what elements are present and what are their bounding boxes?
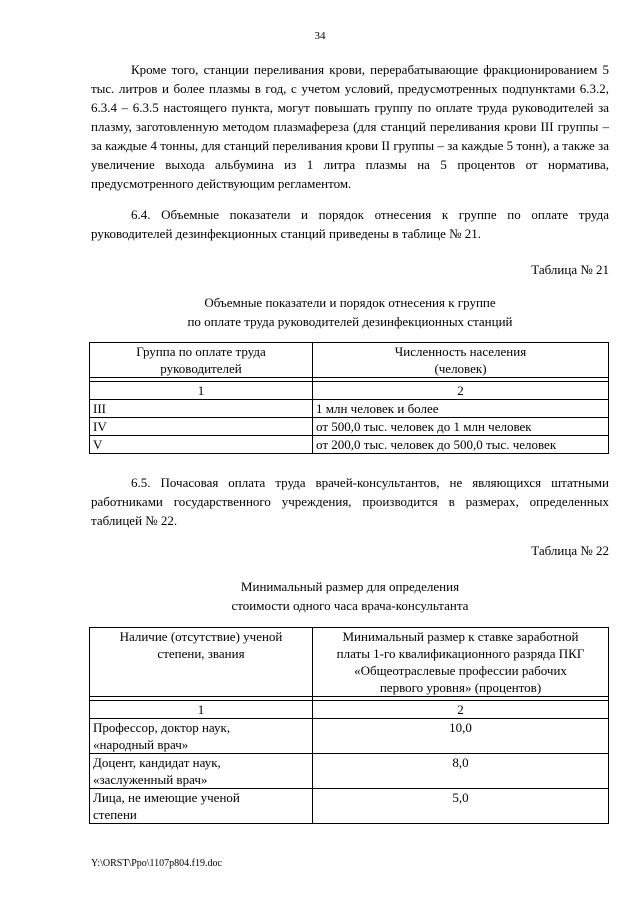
paragraph-plasma: Кроме того, станции переливания крови, перерабатывающие фракционированием 5 тыс. литров и более плазмы в год, с учетом условий, предусмотренных подпунктами 6.3.2, 6.3.4 – 6.3.5 настоящего пункта, могут повышать группу по оплате труда руководителей за плазму, заготовленную методом плазмафереза (для станций переливания крови III группы – за каждые 4 тонны, для станций переливания крови II группы – за каждые 5 тонн), а также за увеличение выхода альбумина из 1 литра плазмы на 5 процентов от норматива, предусмотренного действующим регламентом. — [91, 62, 609, 191]
group-cell: IV — [90, 418, 313, 436]
table-header-row — [90, 628, 609, 697]
table-header-cell — [90, 343, 313, 378]
column-number: 1 — [90, 382, 313, 400]
header-text: руководителей — [160, 361, 242, 376]
table-row — [90, 436, 609, 454]
column-number-row — [90, 382, 609, 400]
percent-cell: 8,0 — [313, 754, 609, 789]
degree-text: Профессор, доктор наук, — [93, 720, 231, 735]
group-cell: V — [90, 436, 313, 454]
header-text: степени, звания — [157, 646, 245, 661]
degree-text: степени — [93, 807, 137, 822]
degree-text: «народный врач» — [93, 737, 189, 752]
percent-cell: 5,0 — [313, 789, 609, 824]
degree-cell — [90, 719, 313, 754]
header-text: Минимальный размер к ставке заработной — [342, 629, 579, 644]
percent-cell: 10,0 — [313, 719, 609, 754]
header-text: Наличие (отсутствие) ученой — [119, 629, 283, 644]
table-21-caption-line1: Объемные показатели и порядок отнесения к группе — [204, 295, 496, 310]
degree-text: «заслуженный врач» — [93, 772, 208, 787]
population-cell: от 200,0 тыс. человек до 500,0 тыс. человек — [313, 436, 609, 454]
table-row — [90, 719, 609, 754]
table-row — [90, 418, 609, 436]
column-number-row — [90, 701, 609, 719]
degree-cell — [90, 789, 313, 824]
table-22-label: Таблица № 22 — [531, 543, 609, 558]
degree-text: Доцент, кандидат наук, — [93, 755, 221, 770]
table-22-caption-line2: стоимости одного часа врача-консультанта — [231, 598, 469, 613]
table-header-cell — [313, 343, 609, 378]
table-row — [90, 754, 609, 789]
paragraph-6-4: 6.4. Объемные показатели и порядок отнесения к группе по оплате труда руководителей дезинфекционных станций приведены в таблице № 21. — [91, 207, 609, 241]
table-21-caption-line2: по оплате труда руководителей дезинфекционных станций — [187, 314, 513, 329]
group-cell: III — [90, 400, 313, 418]
degree-text: Лица, не имеющие ученой — [93, 790, 240, 805]
population-cell: 1 млн человек и более — [313, 400, 609, 418]
header-text: (человек) — [434, 361, 487, 376]
table-row — [90, 400, 609, 418]
table-header-row — [90, 343, 609, 378]
paragraph-6-5: 6.5. Почасовая оплата труда врачей-консультантов, не являющихся штатными работниками государственного учреждения, производится в размерах, определенных таблицей № 22. — [91, 475, 609, 528]
header-text: платы 1-го квалификационного разряда ПКГ — [336, 646, 585, 661]
page-number: 34 — [314, 30, 326, 42]
table-21 — [89, 342, 609, 454]
population-cell: от 500,0 тыс. человек до 1 млн человек — [313, 418, 609, 436]
column-number: 1 — [90, 701, 313, 719]
header-text: Группа по оплате труда — [136, 344, 266, 359]
table-header-cell — [313, 628, 609, 697]
file-path-footer: Y:\ORST\Ppo\1107p804.f19.doc — [91, 858, 222, 869]
column-number: 2 — [313, 382, 609, 400]
table-row — [90, 789, 609, 824]
table-22 — [89, 627, 609, 824]
degree-cell — [90, 754, 313, 789]
header-text: «Общеотраслевые профессии рабочих — [354, 663, 567, 678]
table-22-caption-line1: Минимальный размер для определения — [240, 579, 460, 594]
header-text: первого уровня» (процентов) — [379, 680, 542, 695]
column-number: 2 — [313, 701, 609, 719]
header-text: Численность населения — [394, 344, 527, 359]
table-21-label: Таблица № 21 — [531, 262, 609, 277]
table-header-cell — [90, 628, 313, 697]
